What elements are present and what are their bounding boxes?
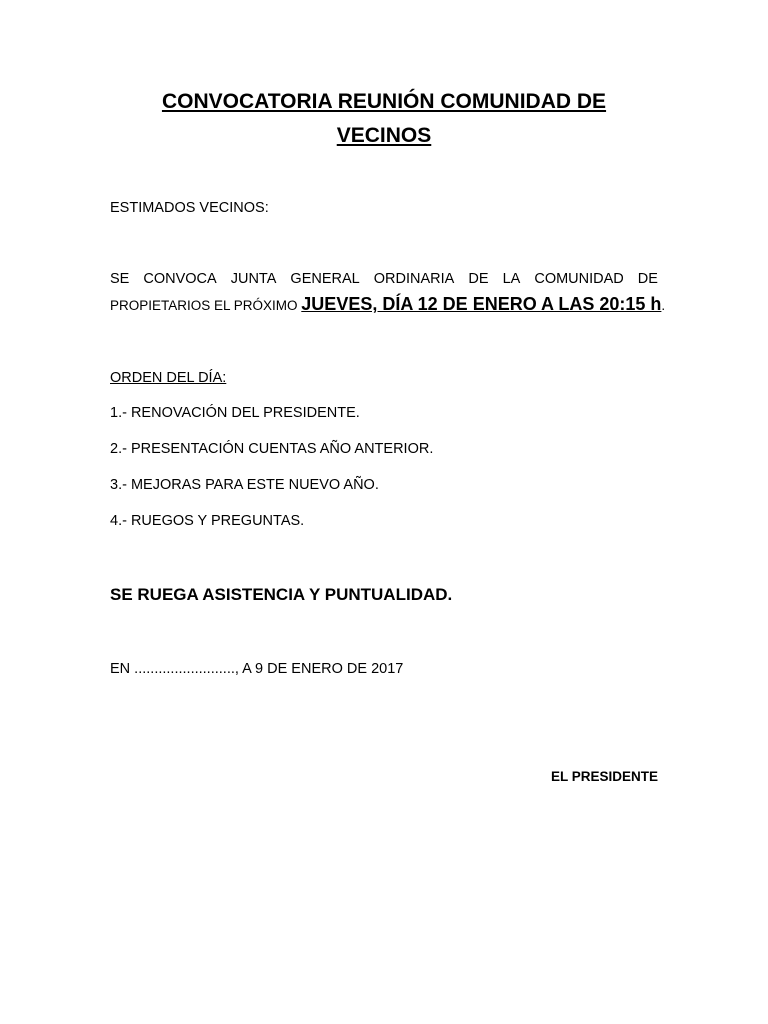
paragraph-suffix: . xyxy=(661,298,666,313)
attendance-request: SE RUEGA ASISTENCIA Y PUNTUALIDAD. xyxy=(110,585,453,604)
agenda-heading: ORDEN DEL DÍA: xyxy=(110,370,227,386)
paragraph-word: ORDINARIA xyxy=(373,271,455,287)
paragraph-word: LA xyxy=(502,271,521,287)
paragraph-word: DE xyxy=(468,271,489,287)
paragraph-line-2 xyxy=(110,294,665,316)
signature: EL PRESIDENTE xyxy=(550,769,658,784)
paragraph-prefix: PROPIETARIOS EL PRÓXIMO xyxy=(110,298,302,313)
document-title-line-2: VECINOS xyxy=(336,124,432,147)
agenda-item: 3.- MEJORAS PARA ESTE NUEVO AÑO. xyxy=(110,477,379,493)
place-date: EN ........................., A 9 DE ENERO DE 2017 xyxy=(110,661,404,677)
agenda-item: 4.- RUEGOS Y PREGUNTAS. xyxy=(110,513,305,529)
agenda-item: 2.- PRESENTACIÓN CUENTAS AÑO ANTERIOR. xyxy=(110,441,434,457)
paragraph-word: JUNTA xyxy=(230,271,277,287)
paragraph-word: SE xyxy=(110,271,130,287)
document-title-line-1: CONVOCATORIA REUNIÓN COMUNIDAD DE xyxy=(161,90,607,113)
paragraph-word: CONVOCA xyxy=(143,271,217,287)
greeting: ESTIMADOS VECINOS: xyxy=(110,200,269,216)
paragraph-word: COMUNIDAD xyxy=(534,271,624,287)
agenda-item: 1.- RENOVACIÓN DEL PRESIDENTE. xyxy=(110,405,360,421)
paragraph-word: DE xyxy=(637,271,658,287)
paragraph-line-1 xyxy=(110,271,658,288)
paragraph-word: GENERAL xyxy=(290,271,360,287)
meeting-date-highlight: JUEVES, DÍA 12 DE ENERO A LAS 20:15 h xyxy=(301,294,662,314)
